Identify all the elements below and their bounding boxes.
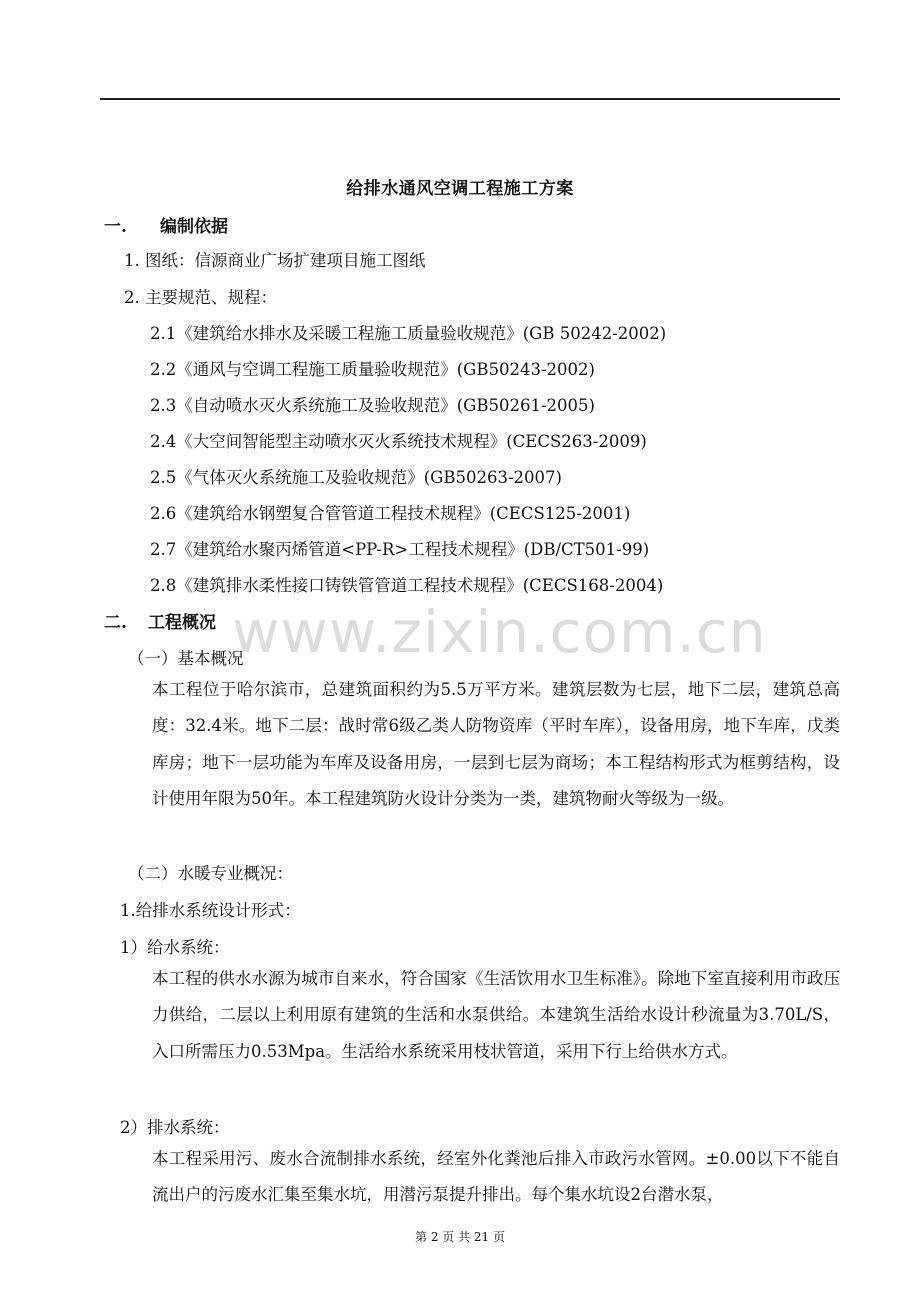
drainage-paragraph [120, 1141, 840, 1214]
page-footer: 第 2 页 共 21 页 [415, 1230, 505, 1244]
spec-item: 2.7《建筑给水聚丙烯管道<PP-R>工程技术规程》(DB/CT501-99) [150, 540, 650, 559]
water-supply-heading: 1）给水系统： [120, 938, 230, 957]
section-heading-1 [104, 212, 228, 237]
section-heading-2 [104, 608, 216, 633]
section-number: 一. [104, 217, 127, 237]
paragraph-text: 本工程的供水水源为城市自来水，符合国家《生活饮用水卫生标准》。除地下室直接利用市政压力供给，二层以上利用原有建筑的生活和水泵供给。本建筑生活给水设计秒流量为3.70L/S，入口所需压力0.53Mpa。生活给水系统采用枝状管道，采用下行上给供水方式。 [152, 969, 840, 1061]
spec-item: 2.1《建筑给水排水及采暖工程施工质量验收规范》(GB 50242-2002) [150, 324, 667, 343]
paragraph-text: 本工程采用污、废水合流制排水系统，经室外化粪池后排入市政污水管网。±0.00以下不能自流出户的污废水汇集至集水坑，用潜污泵提升排出。每个集水坑设2台潜水泵， [152, 1149, 840, 1205]
spec-item: 2.2《通风与空调工程施工质量验收规范》(GB50243-2002) [150, 360, 595, 379]
document-title: 给排水通风空调工程施工方案 [346, 179, 574, 199]
watermark: www.zixin.com.cn [232, 598, 767, 666]
spec-item: 2.3《自动喷水灭火系统施工及验收规范》(GB50261-2005) [150, 396, 595, 415]
section-number: 二. [104, 613, 127, 633]
spec-item: 2.4《大空间智能型主动喷水灭火系统技术规程》(CECS263-2009) [150, 432, 647, 451]
spec-item: 2.6《建筑给水钢塑复合管管道工程技术规程》(CECS125-2001) [150, 504, 631, 523]
section-title: 工程概况 [148, 613, 216, 633]
header-rule [100, 98, 840, 100]
spec-item: 2.5《气体灭火系统施工及验收规范》(GB50263-2007) [150, 468, 562, 487]
basis-item-drawings: 1. 图纸：信源商业广场扩建项目施工图纸 [124, 251, 426, 270]
section-title: 编制依据 [160, 217, 228, 237]
paragraph-text: 本工程位于哈尔滨市，总建筑面积约为5.5万平方米。建筑层数为七层，地下二层，建筑总高度：32.4米。地下二层：战时常6级乙类人防物资库（平时车库），设备用房，地下车库，戊类库房；地下一层功能为车库及设备用房，一层到七层为商场；本工程结构形式为框剪结构，设计使用年限为50年。本工程建筑防火设计分类为一类，建筑物耐火等级为一级。 [152, 680, 840, 809]
basis-item-standards: 2. 主要规范、规程： [124, 288, 277, 307]
subsection-water-system-form: 1.给排水系统设计形式： [120, 901, 301, 920]
basic-overview-paragraph [120, 672, 840, 818]
drainage-heading: 2）排水系统： [120, 1118, 230, 1137]
water-supply-paragraph [120, 961, 840, 1070]
subsection-basic-overview: （一）基本概况 [128, 649, 244, 668]
subsection-hvac-overview: （二）水暖专业概况： [128, 864, 293, 883]
spec-item: 2.8《建筑排水柔性接口铸铁管管道工程技术规程》(CECS168-2004) [150, 576, 664, 595]
